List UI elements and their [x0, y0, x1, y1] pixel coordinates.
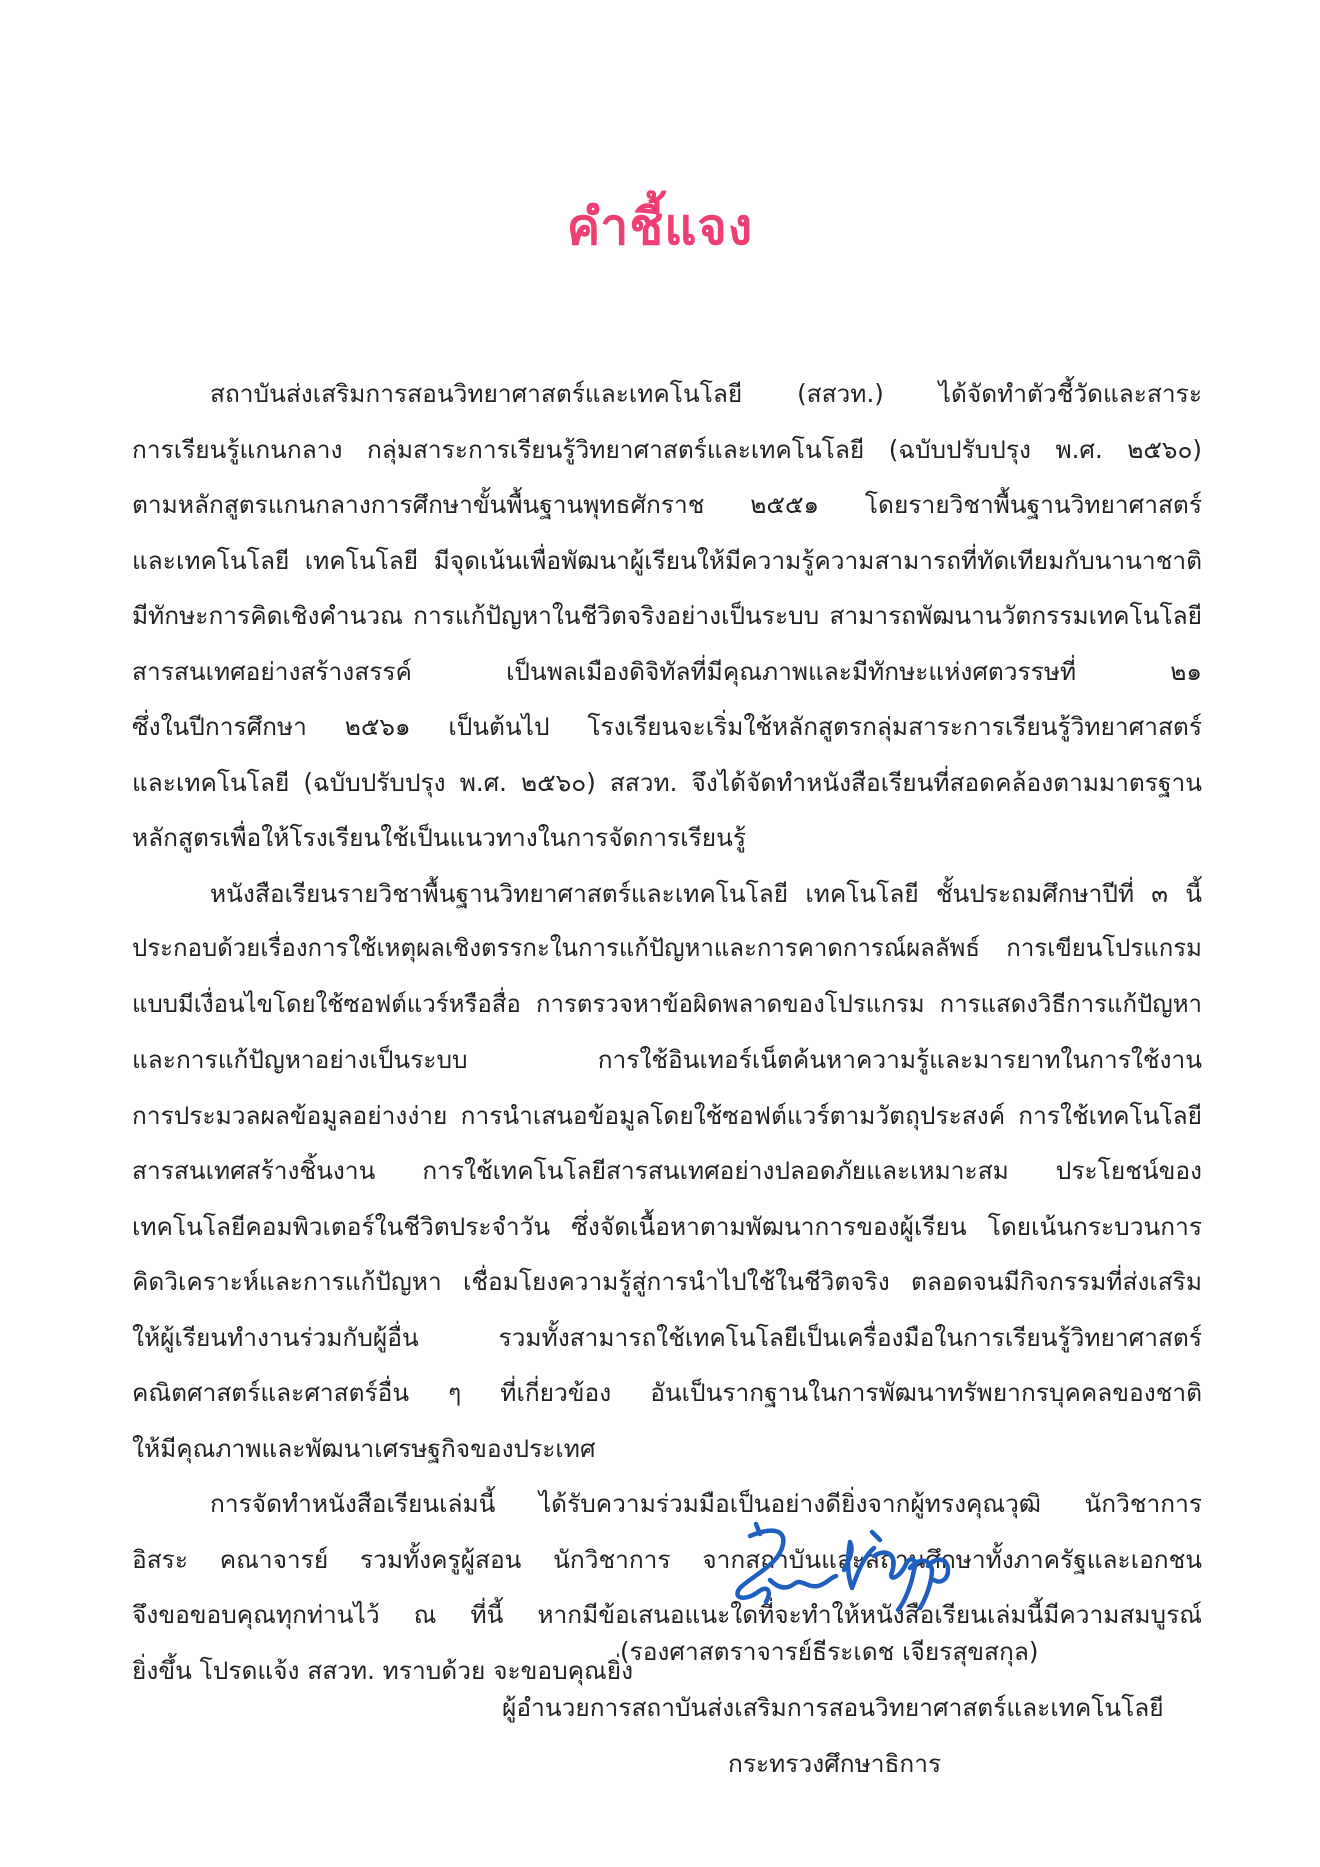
- paragraph-line: และเทคโนโลยี เทคโนโลยี มีจุดเน้นเพื่อพัฒนาผู้เรียนให้มีความรู้ความสามารถที่ทัดเทียมกับนานาชาติ: [132, 545, 1202, 575]
- signatory-position: ผู้อำนวยการสถาบันส่งเสริมการสอนวิทยาศาสตร์และเทคโนโลยี: [502, 1693, 1164, 1722]
- page-title: คำชี้แจง: [566, 198, 754, 256]
- paragraph-line: หนังสือเรียนรายวิชาพื้นฐานวิทยาศาสตร์และเทคโนโลยี เทคโนโลยี ชั้นประถมศึกษาปีที่ ๓ นี้: [210, 878, 1202, 908]
- paragraph-line: หลักสูตรเพื่อให้โรงเรียนใช้เป็นแนวทางในการจัดการเรียนรู้: [132, 823, 746, 852]
- handwritten-signature: [722, 1518, 982, 1628]
- paragraph-line: คณิตศาสตร์และศาสตร์อื่น ๆ ที่เกี่ยวข้อง อันเป็นรากฐานในการพัฒนาทรัพยากรบุคคลของชาติ: [132, 1378, 1202, 1407]
- paragraph-line: จึงขอขอบคุณทุกท่านไว้ ณ ที่นี้ หากมีข้อเสนอแนะใดที่จะทำให้หนังสือเรียนเล่มนี้มีความสมบูรณ์: [132, 1600, 1202, 1629]
- signature-strokes: [737, 1524, 948, 1610]
- paragraph-1: [132, 366, 1202, 866]
- paragraph-line: ให้ผู้เรียนทำงานร่วมกับผู้อื่น รวมทั้งสามารถใช้เทคโนโลยีเป็นเครื่องมือในการเรียนรู้วิทยาศาสตร์: [132, 1322, 1202, 1352]
- paragraph-line: การจัดทำหนังสือเรียนเล่มนี้ ได้รับความร่วมมือเป็นอย่างดียิ่งจากผู้ทรงคุณวุฒิ นักวิชาการ: [210, 1489, 1202, 1518]
- paragraph-line: ให้มีคุณภาพและพัฒนาเศรษฐกิจของประเทศ: [132, 1433, 596, 1463]
- paragraph-line: ยิ่งขึ้น โปรดแจ้ง สสวท. ทราบด้วย จะขอบคุณยิ่ง: [132, 1655, 634, 1685]
- paragraph-line: เทคโนโลยีคอมพิวเตอร์ในชีวิตประจำวัน ซึ่งจัดเนื้อหาตามพัฒนาการของผู้เรียน โดยเน้นกระบวนการ: [132, 1211, 1202, 1241]
- paragraph-line: และเทคโนโลยี (ฉบับปรับปรุง พ.ศ. ๒๕๖๐) สสวท. จึงได้จัดทำหนังสือเรียนที่สอดคล้องตามมาตรฐาน: [132, 767, 1202, 797]
- paragraph-line: สารสนเทศอย่างสร้างสรรค์ เป็นพลเมืองดิจิทัลที่มีคุณภาพและมีทักษะแห่งศตวรรษที่ ๒๑: [132, 656, 1202, 686]
- paragraph-line: มีทักษะการคิดเชิงคำนวณ การแก้ปัญหาในชีวิตจริงอย่างเป็นระบบ สามารถพัฒนานวัตกรรมเทคโนโลยี: [132, 601, 1202, 630]
- paragraph-line: ประกอบด้วยเรื่องการใช้เหตุผลเชิงตรรกะในการแก้ปัญหาและการคาดการณ์ผลลัพธ์ การเขียนโปรแกรม: [132, 934, 1202, 962]
- paragraph-line: อิสระ คณาจารย์ รวมทั้งครูผู้สอน นักวิชาการ จากสถาบันและสถานศึกษาทั้งภาครัฐและเอกชน: [132, 1544, 1202, 1574]
- paragraph-line: และการแก้ปัญหาอย่างเป็นระบบ การใช้อินเทอร์เน็ตค้นหาความรู้และมารยาทในการใช้งาน: [132, 1045, 1202, 1074]
- paragraph-2: [132, 866, 1202, 1477]
- body-text: [132, 366, 1202, 1698]
- signatory-organization: กระทรวงศึกษาธิการ: [728, 1749, 942, 1778]
- paragraph-line: การเรียนรู้แกนกลาง กลุ่มสาระการเรียนรู้วิทยาศาสตร์และเทคโนโลยี (ฉบับปรับปรุง พ.ศ. ๒๕๖๐): [132, 434, 1202, 464]
- paragraph-line: การประมวลผลข้อมูลอย่างง่าย การนำเสนอข้อมูลโดยใช้ซอฟต์แวร์ตามวัตถุประสงค์ การใช้เทคโนโลยี: [132, 1100, 1202, 1130]
- paragraph-line: ตามหลักสูตรแกนกลางการศึกษาขั้นพื้นฐานพุทธศักราช ๒๕๕๑ โดยรายวิชาพื้นฐานวิทยาศาสตร์: [132, 490, 1202, 519]
- paragraph-line: สถาบันส่งเสริมการสอนวิทยาศาสตร์และเทคโนโลยี (สสวท.) ได้จัดทำตัวชี้วัดและสาระ: [210, 379, 1202, 408]
- paragraph-line: ซึ่งในปีการศึกษา ๒๕๖๑ เป็นต้นไป โรงเรียนจะเริ่มใช้หลักสูตรกลุ่มสาระการเรียนรู้วิทยาศาสตร์: [132, 712, 1202, 741]
- paragraph-line: แบบมีเงื่อนไขโดยใช้ซอฟต์แวร์หรือสื่อ การตรวจหาข้อผิดพลาดของโปรแกรม การแสดงวิธีการแก้ปัญหา: [132, 989, 1202, 1018]
- signatory-name: (รองศาสตราจารย์ธีระเดช เจียรสุขสกุล): [620, 1637, 1039, 1666]
- paragraph-line: คิดวิเคราะห์และการแก้ปัญหา เชื่อมโยงความรู้สู่การนำไปใช้ในชีวิตจริง ตลอดจนมีกิจกรรมที่ส่งเสริม: [132, 1267, 1202, 1296]
- paragraph-line: สารสนเทศสร้างชิ้นงาน การใช้เทคโนโลยีสารสนเทศอย่างปลอดภัยและเหมาะสม ประโยชน์ของ: [132, 1156, 1202, 1185]
